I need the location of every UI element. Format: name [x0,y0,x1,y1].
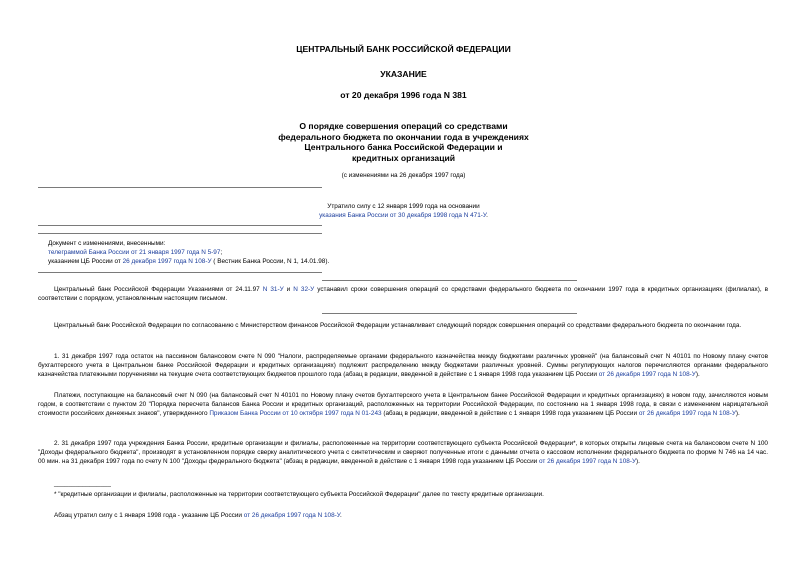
divider [322,313,577,314]
paragraph [38,439,768,466]
paragraph-text: Платежи, поступающие на балансовый счет N 090 (на балансовый счет N 40101 по Новому плану счетов бухгалтерского учета в Центральном банке Российской Федерации и кредитных организациях) в новом году, зачисляются новым годом, в соответствии с пунктом 20 "Порядка пересчета балансов Банка России и кредитных организаций, расположенных на территории Российской Федерации, по состоянию на 1 января 1998 года, в связи с изменением нарицательной стоимости российских денежных знаков", утвержденного [38,392,768,417]
title-line: О порядке совершения операций со средствами [299,121,508,131]
reference-link[interactable]: Приказом Банка России от 10 октября 1997 года N 01-243 [209,410,382,417]
paragraph [38,391,768,418]
paragraph-text: устанавил сроки совершения операций со средствами федерального бюджета по окончании 1997 года в кредитных организациях (филиалах), в соответствии с порядком, установленным настоящим письмом. [38,286,769,302]
divider [38,225,322,226]
reference-link[interactable]: от 26 декабря 1997 года N 108-У [538,458,637,465]
expiry-reference [0,211,807,220]
reference-link[interactable]: N 32-У [293,286,315,293]
amendments-intro: Документ с изменениями, внесенными: [48,240,166,247]
amendment-item [48,248,608,257]
paragraph-text: ). [636,458,640,465]
title-line: Центрального банка Российской Федерации и [304,142,503,153]
paragraph-text: 2. 31 декабря 1997 года учреждения Банка России, кредитные организации и филиалы, расположенные на территории соответствующего субъекта Российской Федерации*, в которых открыты лицевые счета на балансовом счете N 100 "Доходы федерального бюджета", производят в установленном порядке сверку аналитического учета с синтетическим и сверяют полученные итоги с данными отчета о кассовом исполнении федерального бюджета по форме N 746 на 14 час. 00 мин. на 31 декабря 1997 года по счету N 100 "Доходы федерального бюджета" (абзац в редакции, введенной в действие с 1 января 1998 года указанием ЦБ России [38,440,768,465]
document-date-number: от 20 декабря 1996 года N 381 [340,90,467,100]
amendment-link[interactable]: телеграммой Банка России от 21 января 1997 года N 5-97 [48,249,221,256]
paragraph-text: Центральный банк Российской Федерации по согласованию с Министерством финансов Российской Федерации устанавливает следующий порядок совершения операций со средствами федерального бюджета по окончании года. [54,322,742,329]
expiry-end: . [486,212,488,219]
divider [38,272,322,273]
paragraph [38,352,768,379]
amendments-block [48,239,608,266]
issuer-heading: ЦЕНТРАЛЬНЫЙ БАНК РОССИЙСКОЙ ФЕДЕРАЦИИ [296,44,511,54]
amendment-link[interactable]: 26 декабря 1997 года N 108-У [122,258,212,265]
expiry-link[interactable]: указания Банка России от 30 декабря 1998 года N 471-У [319,212,487,219]
reference-link[interactable]: от 26 декабря 1997 года N 108-У [243,512,340,519]
reference-link[interactable]: от 26 декабря 1997 года N 108-У [638,410,736,417]
paragraph-text: Центральный банк Российской Федерации Указаниями от 24.11.97 [54,286,263,293]
changes-note: (с изменениями на 26 декабря 1997 года) [341,172,466,179]
paragraph [38,321,768,330]
paragraph-text: . [339,512,342,519]
paragraph-text: Абзац утратил силу с 1 января 1998 года - указание ЦБ России [54,512,244,519]
divider [322,280,577,281]
expiry-note: Утратило силу с 12 января 1999 года на основании [327,203,480,210]
paragraph [38,285,768,303]
paragraph-text: ). [735,410,740,417]
footnote: * "кредитные организации и филиалы, расположенные на территории соответствующего субъекта Российской Федерации" далее по тексту кредитные организации. [54,491,544,498]
reference-link[interactable]: N 31-У [262,286,284,293]
paragraph-text: (абзац в редакции, введенной в действие с 1 января 1998 года указанием ЦБ России [381,410,639,417]
document-title [0,121,807,163]
divider [38,233,322,234]
reference-link[interactable]: от 26 декабря 1997 года N 108-У [598,371,696,378]
paragraph-text: ). [695,371,700,378]
amendment-text: ( Вестник Банка России, N 1, 14.01.98). [211,258,330,265]
amendment-item [48,257,608,266]
title-line: федерального бюджета по окончании года в учреждениях [278,131,529,142]
paragraph-text: 1. 31 декабря 1997 года остаток на пассивном балансовом счете N 090 "Налоги, распределяемые органами федерального казначейства между бюджетами различных уровней" (на балансовый счет N 40101 по Новому плану счетов бухгалтерского учета в Центральном банке Российской Федерации и кредитных организациях) подлежит распределению между бюджетами различных уровней. Суммы регулирующих налогов перечисляются органами федерального казначейства платежными поручениями на текущие счета соответствующих бюджетов прошлого года (абзац в редакции, введенной в действие с 1 января 1998 года указанием ЦБ России [38,353,768,378]
document-type: УКАЗАНИЕ [380,69,427,79]
title-line: кредитных организаций [351,152,456,163]
divider [38,187,322,188]
amendment-text: указанием ЦБ России от [48,258,123,265]
footnote-rule: ________________ [54,480,111,487]
paragraph-text: и [283,286,294,293]
paragraph [38,511,768,520]
amendment-end: ; [220,249,223,256]
